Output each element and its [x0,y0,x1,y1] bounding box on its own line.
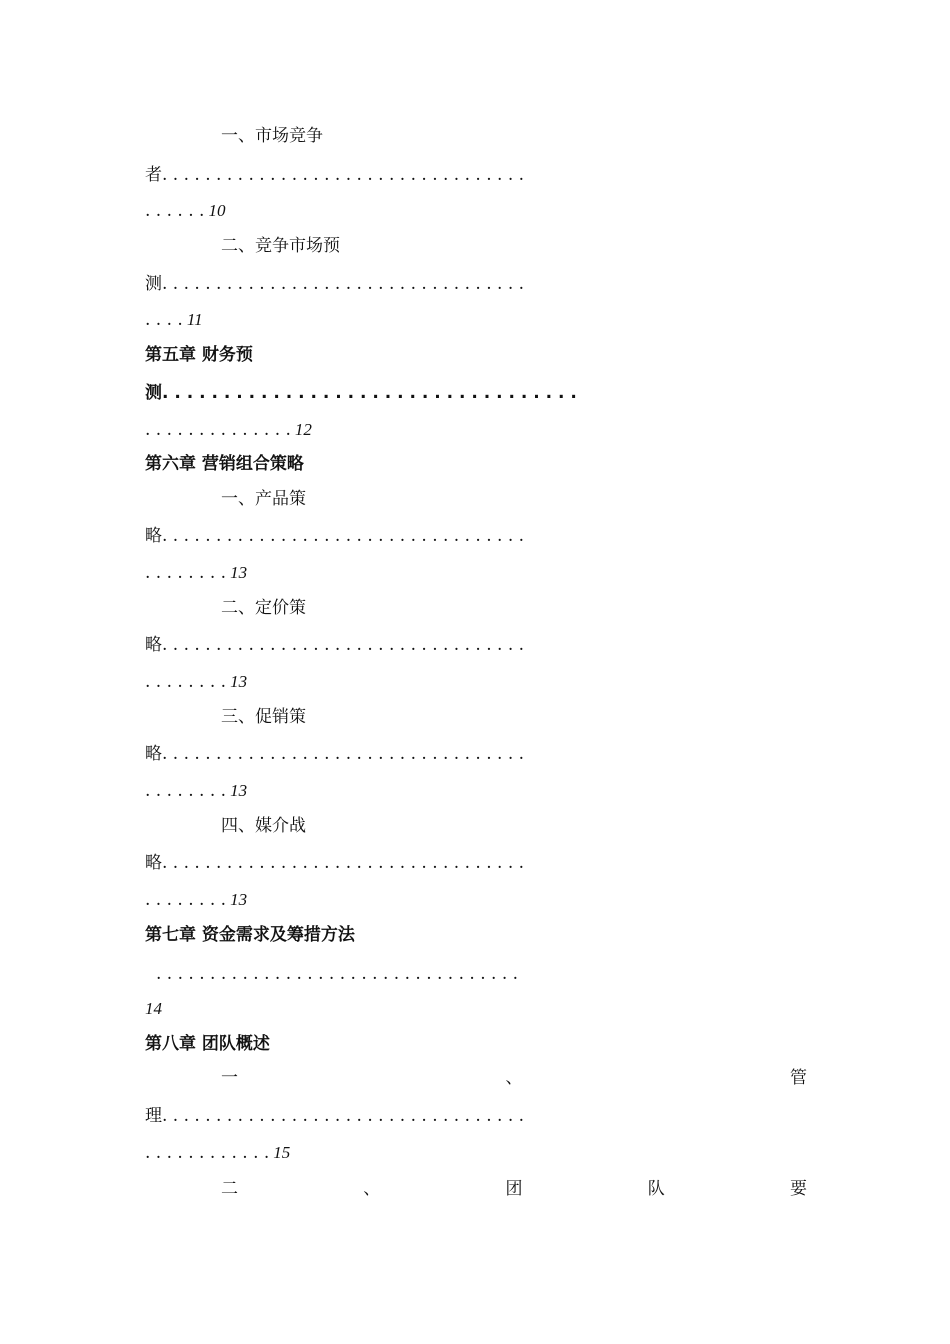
toc-entry-title [221,1175,807,1203]
toc-title-char: 、 [363,1179,381,1199]
toc-entry-title [221,1064,807,1092]
toc-chapter-heading: 第八章 团队概述 [145,1034,270,1054]
toc-entry-title: 一、市场竞争 [221,126,323,146]
toc-entry-tail [145,306,810,334]
toc-chapter-heading: 第五章 财务预 [145,345,253,365]
toc-entry-tail [145,668,810,696]
toc-dot-leader: 测. . . . . . . . . . . . . . . . . . . . . . . . . . . . . . . . . . [145,274,525,294]
toc-title-char: 一 [221,1068,238,1088]
toc-dot-leader: 略. . . . . . . . . . . . . . . . . . . . . . . . . . . . . . . . . . [145,744,525,764]
toc-dot-leader: 略. . . . . . . . . . . . . . . . . . . . . . . . . . . . . . . . . . [145,635,525,655]
toc-page-number: 11 [186,310,203,329]
toc-dot-leader: . . . . . . . . . . . . [145,1143,270,1163]
toc-entry-tail [145,886,810,914]
toc-title-char: 二 [221,1179,238,1199]
toc-page-number: 12 [294,420,312,439]
toc-page-number: 13 [230,781,248,800]
toc-entry-tail [145,995,810,1023]
toc-page-number: 10 [208,201,226,220]
toc-page-number: 15 [273,1143,291,1162]
toc-entry-title: 二、定价策 [221,598,306,618]
toc-entry-tail [145,777,810,805]
toc-chapter-heading: 第六章 营销组合策略 [145,454,304,474]
toc-dot-leader: 略. . . . . . . . . . . . . . . . . . . . . . . . . . . . . . . . . . [145,853,525,873]
toc-title-char: 队 [647,1179,665,1199]
toc-page-number: 13 [230,563,248,582]
toc-title-char: 团 [505,1179,523,1199]
toc-entry-title: 三、促销策 [221,707,306,727]
toc-entry-title: 二、竞争市场预 [221,236,340,256]
toc-dot-leader: . . . . . . . . . . . . . . . . . . . . . . . . . . . . . . . . . . [156,964,519,984]
toc-entry-tail [145,416,810,444]
toc-dot-leader: . . . . [145,310,183,330]
toc-dot-leader: 理. . . . . . . . . . . . . . . . . . . . . . . . . . . . . . . . . . [145,1106,525,1126]
toc-entry-title: 四、媒介战 [221,816,306,836]
toc-page-number: 14 [145,999,162,1018]
toc-chapter-heading: 第七章 资金需求及筹措方法 [145,925,355,945]
toc-title-char: 管 [790,1068,807,1088]
toc-dot-leader: . . . . . . . . [145,672,227,692]
toc-dot-leader: 者. . . . . . . . . . . . . . . . . . . . . . . . . . . . . . . . . . [145,165,525,185]
toc-dot-leader: . . . . . . [145,201,205,221]
toc-entry-tail [145,197,810,225]
toc-dot-leader: 测. . . . . . . . . . . . . . . . . . . . . . . . . . . . . . . . . . [145,383,577,403]
toc-entry-tail [145,1139,810,1167]
toc-title-char: 要 [790,1179,807,1199]
toc-dot-leader: . . . . . . . . [145,563,227,583]
toc-title-char: 、 [505,1068,523,1088]
toc-dot-leader: . . . . . . . . . . . . . . [145,420,291,440]
toc-page-number: 13 [230,890,248,909]
toc-dot-leader: . . . . . . . . [145,890,227,910]
toc-dot-leader: . . . . . . . . [145,781,227,801]
toc-page-number: 13 [230,672,248,691]
toc-dot-leader: 略. . . . . . . . . . . . . . . . . . . . . . . . . . . . . . . . . . [145,526,525,546]
toc-entry-tail [145,559,810,587]
toc-entry-title: 一、产品策 [221,489,306,509]
